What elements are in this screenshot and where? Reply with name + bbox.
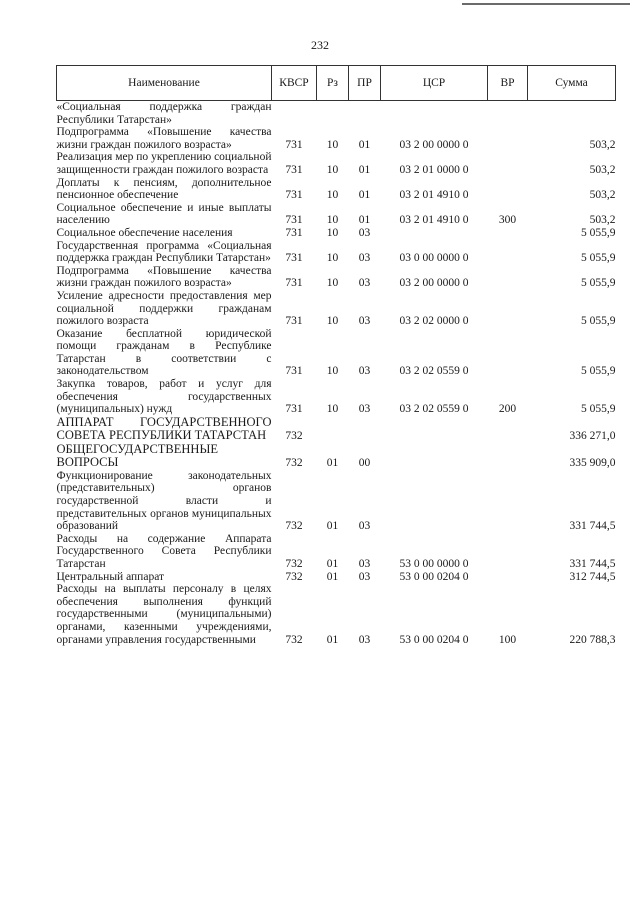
table-row [57, 328, 616, 378]
table-row [57, 227, 616, 240]
row-name: АППАРАТ ГОСУДАРСТВЕННОГО СОВЕТА РЕСПУБЛИКИ ТАТАРСТАН [56, 414, 272, 443]
column-header-vr: ВР [488, 66, 528, 101]
row-name: Государственная программа «Социальная поддержка граждан Республики Татарстан» [56, 239, 272, 265]
row-pr: 03 [358, 520, 371, 533]
row-sum: 331 744,5 [569, 520, 616, 533]
row-vr [488, 265, 528, 290]
row-name: Доплаты к пенсиям, дополнительное пенсионное обеспечение [56, 176, 272, 202]
row-rz: 10 [326, 277, 339, 290]
table-row [57, 443, 616, 470]
row-name: Закупка товаров, работ и услуг для обеспечения государственных (муниципальных) нужд [56, 378, 272, 416]
row-csr: 03 2 01 0000 0 [399, 163, 469, 176]
table-row [57, 265, 616, 290]
row-rz: 10 [326, 189, 339, 202]
row-name: Расходы на содержание Аппарата Государственного Совета Республики Татарстан [56, 532, 272, 570]
row-name: Функционирование законодательных (представительных) органов государственной власти и представительных органов муниципальных образований [56, 469, 272, 533]
row-kvsr: 731 [285, 189, 303, 202]
row-csr: 03 2 02 0559 0 [399, 403, 469, 416]
row-sum: 5 055,9 [581, 277, 616, 290]
row-pr: 03 [358, 365, 371, 378]
page-number: 232 [311, 38, 329, 52]
scan-artifact-line [462, 3, 630, 5]
row-sum: 331 744,5 [569, 558, 616, 570]
column-header-kvsr: КВСР [272, 66, 317, 101]
table-row [57, 470, 616, 533]
row-sum: 503,2 [589, 138, 616, 151]
row-vr [488, 101, 528, 127]
row-kvsr [272, 101, 317, 127]
row-sum: 220 788,3 [569, 633, 616, 646]
row-rz [317, 416, 349, 443]
row-sum: 503,2 [589, 214, 616, 227]
row-name: Реализация мер по укреплению социальной защищенности граждан пожилого возраста [56, 151, 272, 176]
row-kvsr: 732 [285, 520, 303, 533]
row-pr: 01 [358, 138, 371, 151]
row-rz: 01 [326, 633, 339, 646]
row-pr: 03 [358, 403, 371, 416]
row-kvsr: 731 [285, 163, 303, 176]
row-sum: 5 055,9 [581, 365, 616, 378]
row-sum: 503,2 [589, 163, 616, 176]
row-vr: 300 [498, 214, 517, 227]
row-kvsr: 731 [285, 226, 303, 239]
row-pr [349, 101, 381, 127]
row-vr [488, 571, 528, 584]
row-kvsr: 732 [285, 430, 303, 443]
row-sum: 5 055,9 [581, 252, 616, 265]
table-row [57, 533, 616, 571]
row-kvsr: 731 [285, 214, 303, 227]
row-kvsr: 731 [285, 403, 303, 416]
row-rz: 01 [326, 558, 339, 570]
row-vr [488, 240, 528, 265]
row-vr [488, 416, 528, 443]
row-rz [317, 101, 349, 127]
row-sum: 5 055,9 [581, 403, 616, 416]
row-name: Центральный аппарат [56, 570, 165, 583]
table-row [57, 416, 616, 443]
row-csr: 03 2 01 4910 0 [399, 189, 469, 202]
row-pr: 03 [358, 570, 371, 583]
column-header-rz: Рз [317, 66, 349, 101]
row-kvsr: 731 [285, 252, 303, 265]
row-pr: 00 [358, 457, 371, 470]
row-rz: 10 [326, 163, 339, 176]
row-vr [488, 328, 528, 378]
row-name: Усиление адресности предоставления мер социальной поддержки гражданам пожилого возраста [56, 289, 272, 328]
row-pr: 03 [358, 315, 371, 328]
row-csr [381, 416, 488, 443]
row-kvsr: 731 [285, 365, 303, 378]
row-name: Оказание бесплатной юридической помощи гражданам в Республике Татарстан в соответствии с законодательством [56, 327, 272, 378]
row-csr: 03 2 00 0000 0 [399, 138, 469, 151]
row-sum: 335 909,0 [569, 457, 616, 470]
row-rz: 01 [326, 570, 339, 583]
row-name: «Социальная поддержка граждан Республики Татарстан» [56, 101, 272, 126]
row-vr [488, 227, 528, 240]
row-rz: 01 [326, 520, 339, 533]
row-csr: 03 2 01 4910 0 [399, 214, 469, 227]
row-vr [488, 151, 528, 176]
column-header-sum: Сумма [528, 66, 616, 101]
row-rz: 10 [326, 214, 339, 227]
row-csr: 03 2 02 0559 0 [399, 365, 469, 378]
row-rz: 10 [326, 138, 339, 151]
table-row [57, 151, 616, 176]
row-pr: 03 [358, 277, 371, 290]
table-row [57, 202, 616, 227]
row-rz: 10 [326, 226, 339, 239]
row-sum: 5 055,9 [581, 226, 616, 239]
row-csr [381, 101, 488, 127]
row-kvsr: 731 [285, 277, 303, 290]
table-row [57, 177, 616, 202]
row-vr [488, 177, 528, 202]
row-csr [381, 470, 488, 533]
table-header-row [57, 66, 616, 101]
row-rz: 10 [326, 315, 339, 328]
row-csr: 53 0 00 0000 0 [399, 558, 469, 570]
row-csr: 03 0 00 0000 0 [399, 252, 469, 265]
row-name: Подпрограмма «Повышение качества жизни граждан пожилого возраста» [56, 126, 272, 151]
row-pr: 03 [358, 252, 371, 265]
row-csr: 03 2 00 0000 0 [399, 277, 469, 290]
budget-table [56, 65, 616, 646]
table-row [57, 126, 616, 151]
table-row [57, 290, 616, 328]
row-vr [488, 443, 528, 470]
row-csr: 53 0 00 0204 0 [399, 570, 469, 583]
row-sum: 312 744,5 [569, 570, 616, 583]
row-vr [488, 470, 528, 533]
row-name: Подпрограмма «Повышение качества жизни граждан пожилого возраста» [56, 264, 272, 290]
table-row [57, 101, 616, 127]
table-row [57, 583, 616, 646]
row-name: Социальное обеспечение и иные выплаты населению [56, 201, 272, 227]
row-vr: 200 [498, 403, 517, 416]
column-header-pr: ПР [349, 66, 381, 101]
row-rz: 10 [326, 403, 339, 416]
row-pr: 03 [358, 633, 371, 646]
row-sum: 503,2 [589, 189, 616, 202]
row-sum: 5 055,9 [581, 315, 616, 328]
row-pr: 03 [358, 558, 371, 570]
column-header-csr: ЦСР [381, 66, 488, 101]
row-rz: 10 [326, 365, 339, 378]
row-csr [381, 227, 488, 240]
row-kvsr: 731 [285, 315, 303, 328]
column-header-name: Наименование [57, 66, 272, 101]
row-pr: 03 [358, 226, 371, 239]
row-vr: 100 [498, 633, 517, 646]
row-sum [528, 101, 616, 127]
row-sum: 336 271,0 [569, 430, 616, 443]
row-kvsr: 731 [285, 138, 303, 151]
row-csr: 53 0 00 0204 0 [399, 633, 469, 646]
row-name: ОБЩЕГОСУДАРСТВЕННЫЕ ВОПРОСЫ [56, 441, 218, 470]
row-kvsr: 732 [285, 633, 303, 646]
row-name: Расходы на выплаты персоналу в целях обеспечения выполнения функций государственными (муниципальными) органами, казенными учреждениями, органами управления государственными [56, 583, 272, 646]
row-kvsr: 732 [285, 457, 303, 470]
row-vr [488, 290, 528, 328]
table-row [57, 378, 616, 416]
row-rz: 10 [326, 252, 339, 265]
table-row [57, 240, 616, 265]
row-pr: 01 [358, 189, 371, 202]
row-name: Социальное обеспечение населения [56, 226, 233, 239]
row-pr: 01 [358, 163, 371, 176]
row-csr: 03 2 02 0000 0 [399, 315, 469, 328]
row-pr: 01 [358, 214, 371, 227]
row-rz: 01 [326, 457, 339, 470]
row-kvsr: 732 [285, 558, 303, 570]
row-kvsr: 732 [285, 570, 303, 583]
row-vr [488, 533, 528, 571]
row-csr [381, 443, 488, 470]
table-row [57, 571, 616, 584]
row-vr [488, 126, 528, 151]
row-pr [349, 416, 381, 443]
